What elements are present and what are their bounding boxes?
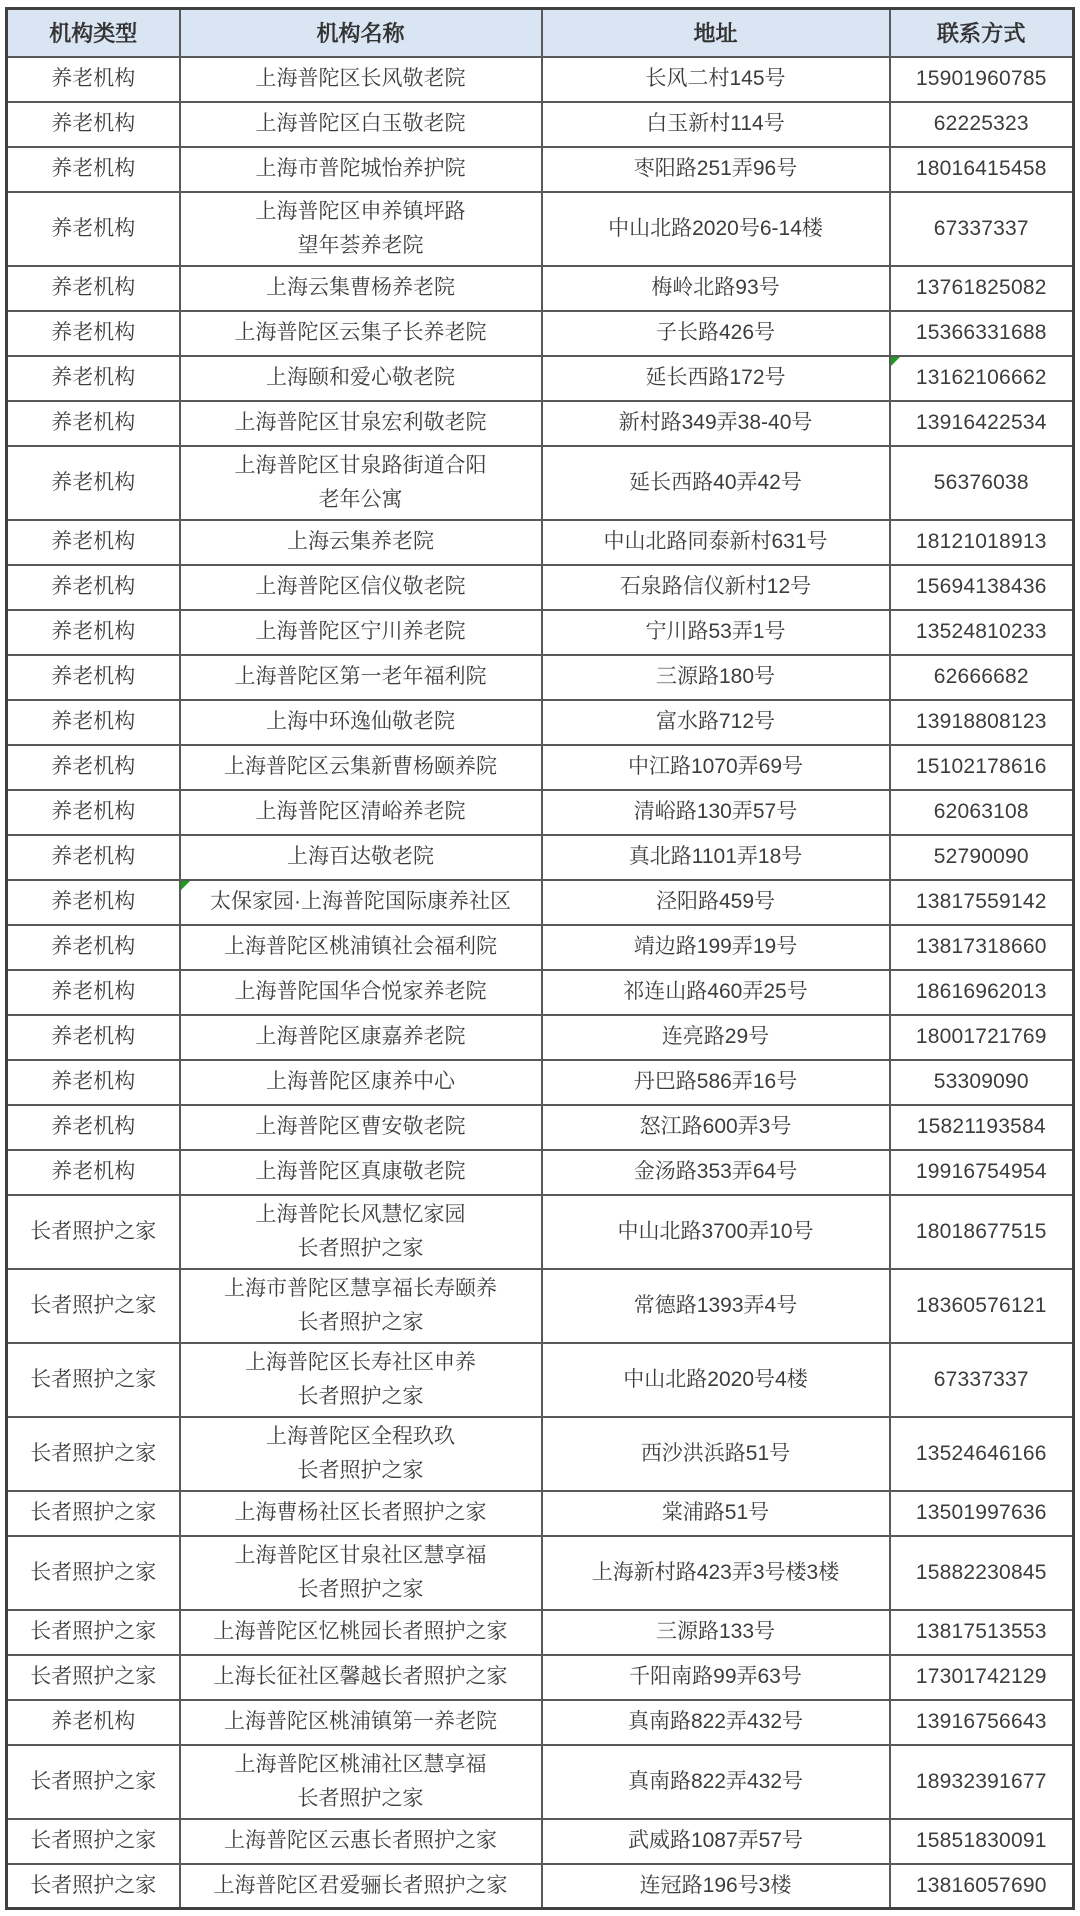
- name-line: 上海普陀区云惠长者照护之家: [224, 1829, 497, 1853]
- cell-name: [180, 835, 542, 880]
- name-line: 长者照护之家: [297, 1786, 424, 1810]
- table-row: [7, 1491, 1074, 1536]
- cell-type: 养老机构: [7, 925, 180, 970]
- cell-address: 三源路133号: [542, 1610, 890, 1655]
- cell-address: 中江路1070弄69号: [542, 745, 890, 790]
- table-row: [7, 565, 1074, 610]
- name-line: 上海普陀区甘泉宏利敬老院: [234, 411, 487, 435]
- name-line: 上海市普陀城怡养护院: [255, 156, 466, 180]
- table-row: [7, 1150, 1074, 1195]
- cell-name: [180, 880, 542, 925]
- name-line: 上海云集养老院: [287, 530, 434, 554]
- name-line: 上海普陀区甘泉路街道合阳: [234, 453, 487, 477]
- name-line: 望年荟养老院: [297, 233, 424, 257]
- cell-type: 长者照护之家: [7, 1610, 180, 1655]
- cell-type: 养老机构: [7, 880, 180, 925]
- cell-name: [180, 565, 542, 610]
- name-line: 上海普陀区桃浦镇第一养老院: [224, 1710, 497, 1734]
- cell-address: 富水路712号: [542, 700, 890, 745]
- cell-contact: 15851830091: [890, 1819, 1074, 1864]
- institutions-table: [5, 7, 1075, 1910]
- name-line: 上海云集曹杨养老院: [266, 276, 455, 300]
- cell-type: 长者照护之家: [7, 1536, 180, 1610]
- cell-name: [180, 745, 542, 790]
- cell-type: 养老机构: [7, 446, 180, 520]
- cell-contact: 62225323: [890, 102, 1074, 147]
- cell-address: 中山北路同泰新村631号: [542, 520, 890, 565]
- cell-name: [180, 1195, 542, 1269]
- cell-contact: 18001721769: [890, 1015, 1074, 1060]
- cell-name: [180, 790, 542, 835]
- cell-type: 养老机构: [7, 745, 180, 790]
- name-line: 上海普陀长风慧忆家园: [255, 1202, 466, 1226]
- table-row: [7, 57, 1074, 102]
- table-row: [7, 102, 1074, 147]
- table-row: [7, 147, 1074, 192]
- cell-name: [180, 311, 542, 356]
- table-row: [7, 1864, 1074, 1909]
- cell-type: 养老机构: [7, 1105, 180, 1150]
- cell-address: 梅岭北路93号: [542, 266, 890, 311]
- cell-type: 长者照护之家: [7, 1195, 180, 1269]
- cell-address: 子长路426号: [542, 311, 890, 356]
- name-line: 上海普陀区清峪养老院: [255, 800, 466, 824]
- cell-contact: 62063108: [890, 790, 1074, 835]
- cell-type: 养老机构: [7, 311, 180, 356]
- cell-type: 长者照护之家: [7, 1864, 180, 1909]
- cell-name: [180, 1864, 542, 1909]
- cell-name: [180, 1700, 542, 1745]
- cell-type: 养老机构: [7, 790, 180, 835]
- cell-type: 长者照护之家: [7, 1269, 180, 1343]
- cell-name: [180, 1819, 542, 1864]
- cell-address: 枣阳路251弄96号: [542, 147, 890, 192]
- cell-contact: 13817318660: [890, 925, 1074, 970]
- cell-type: 养老机构: [7, 1015, 180, 1060]
- table-row: [7, 880, 1074, 925]
- cell-type: 长者照护之家: [7, 1655, 180, 1700]
- table-row: [7, 745, 1074, 790]
- cell-name: [180, 446, 542, 520]
- cell-name: [180, 1105, 542, 1150]
- cell-address: 中山北路2020号6-14楼: [542, 192, 890, 266]
- cell-name: [180, 401, 542, 446]
- table-row: [7, 1417, 1074, 1491]
- cell-contact: 56376038: [890, 446, 1074, 520]
- table-row: [7, 970, 1074, 1015]
- name-line: 老年公寓: [318, 487, 403, 511]
- table-row: [7, 1700, 1074, 1745]
- cell-name: [180, 1269, 542, 1343]
- name-line: 上海曹杨社区长者照护之家: [234, 1501, 487, 1525]
- table-row: [7, 1819, 1074, 1864]
- table-header: [7, 9, 1074, 57]
- cell-address: 棠浦路51号: [542, 1491, 890, 1536]
- cell-type: 养老机构: [7, 835, 180, 880]
- cell-name: [180, 1060, 542, 1105]
- cell-contact: 67337337: [890, 192, 1074, 266]
- cell-name: [180, 57, 542, 102]
- cell-type: 养老机构: [7, 565, 180, 610]
- cell-name: [180, 610, 542, 655]
- cell-address: 怒江路600弄3号: [542, 1105, 890, 1150]
- cell-name: [180, 1610, 542, 1655]
- table-row: [7, 700, 1074, 745]
- cell-address: 祁连山路460弄25号: [542, 970, 890, 1015]
- cell-address: 上海新村路423弄3号楼3楼: [542, 1536, 890, 1610]
- cell-address: 长风二村145号: [542, 57, 890, 102]
- cell-address: 丹巴路586弄16号: [542, 1060, 890, 1105]
- column-header-type: 机构类型: [7, 9, 180, 57]
- cell-contact: 13918808123: [890, 700, 1074, 745]
- table-row: [7, 356, 1074, 401]
- cell-contact: 52790090: [890, 835, 1074, 880]
- cell-address: 延长西路172号: [542, 356, 890, 401]
- name-line: 上海普陀国华合悦家养老院: [234, 980, 487, 1004]
- name-line: 上海普陀区云集新曹杨颐养院: [224, 755, 497, 779]
- cell-name: [180, 356, 542, 401]
- cell-type: 养老机构: [7, 401, 180, 446]
- cell-contact: 18121018913: [890, 520, 1074, 565]
- cell-contact: 53309090: [890, 1060, 1074, 1105]
- cell-address: 靖边路199弄19号: [542, 925, 890, 970]
- table-row: [7, 655, 1074, 700]
- cell-address: 石泉路信仪新村12号: [542, 565, 890, 610]
- cell-type: 养老机构: [7, 356, 180, 401]
- name-line: 上海普陀区申养镇坪路: [255, 199, 466, 223]
- cell-contact: 18018677515: [890, 1195, 1074, 1269]
- cell-name: [180, 1343, 542, 1417]
- cell-name: [180, 102, 542, 147]
- table-row: [7, 1610, 1074, 1655]
- table-row: [7, 1536, 1074, 1610]
- comment-marker-icon: [181, 881, 190, 890]
- column-header-address: 地址: [542, 9, 890, 57]
- cell-type: 养老机构: [7, 102, 180, 147]
- cell-contact: 13916422534: [890, 401, 1074, 446]
- table-row: [7, 925, 1074, 970]
- cell-contact: 19916754954: [890, 1150, 1074, 1195]
- name-line: 上海普陀区宁川养老院: [255, 620, 466, 644]
- cell-contact: 15882230845: [890, 1536, 1074, 1610]
- cell-type: 长者照护之家: [7, 1343, 180, 1417]
- table-row: [7, 401, 1074, 446]
- cell-address: 延长西路40弄42号: [542, 446, 890, 520]
- name-line: 上海普陀区君爱骊长者照护之家: [213, 1873, 508, 1897]
- column-header-name: 机构名称: [180, 9, 542, 57]
- cell-type: 养老机构: [7, 610, 180, 655]
- cell-contact: 13816057690: [890, 1864, 1074, 1909]
- cell-name: [180, 1417, 542, 1491]
- cell-name: [180, 970, 542, 1015]
- cell-contact: 17301742129: [890, 1655, 1074, 1700]
- cell-contact: 13817559142: [890, 880, 1074, 925]
- cell-address: 连冠路196号3楼: [542, 1864, 890, 1909]
- name-line: 上海普陀区长风敬老院: [255, 66, 466, 90]
- cell-type: 养老机构: [7, 147, 180, 192]
- name-line: 上海普陀区甘泉社区慧享福: [234, 1543, 487, 1567]
- table-row: [7, 835, 1074, 880]
- cell-contact: 15102178616: [890, 745, 1074, 790]
- table-row: [7, 1745, 1074, 1819]
- cell-type: 长者照护之家: [7, 1819, 180, 1864]
- cell-address: 泾阳路459号: [542, 880, 890, 925]
- cell-contact: 13162106662: [890, 356, 1074, 401]
- table-row: [7, 1269, 1074, 1343]
- cell-type: 养老机构: [7, 266, 180, 311]
- cell-type: 养老机构: [7, 192, 180, 266]
- cell-address: 真南路822弄432号: [542, 1700, 890, 1745]
- cell-name: [180, 655, 542, 700]
- cell-contact: 13501997636: [890, 1491, 1074, 1536]
- cell-type: 长者照护之家: [7, 1417, 180, 1491]
- name-line: 上海普陀区长寿社区申养: [245, 1350, 476, 1374]
- cell-address: 三源路180号: [542, 655, 890, 700]
- cell-name: [180, 147, 542, 192]
- name-line: 长者照护之家: [297, 1577, 424, 1601]
- cell-name: [180, 1015, 542, 1060]
- cell-address: 新村路349弄38-40号: [542, 401, 890, 446]
- table-row: [7, 1195, 1074, 1269]
- name-line: 太保家园·上海普陀国际康养社区: [210, 890, 511, 914]
- name-line: 长者照护之家: [297, 1384, 424, 1408]
- cell-address: 金汤路353弄64号: [542, 1150, 890, 1195]
- cell-contact: 18932391677: [890, 1745, 1074, 1819]
- name-line: 上海普陀区忆桃园长者照护之家: [213, 1620, 508, 1644]
- comment-marker-icon: [891, 357, 900, 366]
- table-row: [7, 1655, 1074, 1700]
- cell-contact: 18016415458: [890, 147, 1074, 192]
- table-row: [7, 1343, 1074, 1417]
- cell-contact: 13761825082: [890, 266, 1074, 311]
- cell-contact: 13817513553: [890, 1610, 1074, 1655]
- cell-address: 连亮路29号: [542, 1015, 890, 1060]
- name-line: 上海普陀区白玉敬老院: [255, 111, 466, 135]
- table-row: [7, 1105, 1074, 1150]
- table-row: [7, 790, 1074, 835]
- cell-contact: 15821193584: [890, 1105, 1074, 1150]
- cell-name: [180, 1536, 542, 1610]
- cell-contact: 15694138436: [890, 565, 1074, 610]
- cell-contact: 13524646166: [890, 1417, 1074, 1491]
- table-row: [7, 520, 1074, 565]
- name-line: 上海长征社区馨越长者照护之家: [213, 1665, 508, 1689]
- header-row: [7, 9, 1074, 57]
- cell-address: 清峪路130弄57号: [542, 790, 890, 835]
- name-line: 上海普陀区康嘉养老院: [255, 1025, 466, 1049]
- name-line: 上海中环逸仙敬老院: [266, 710, 455, 734]
- cell-name: [180, 1150, 542, 1195]
- cell-name: [180, 520, 542, 565]
- column-header-contact: 联系方式: [890, 9, 1074, 57]
- name-line: 上海普陀区康养中心: [266, 1070, 455, 1094]
- cell-contact: 18360576121: [890, 1269, 1074, 1343]
- cell-type: 养老机构: [7, 970, 180, 1015]
- cell-address: 中山北路2020号4楼: [542, 1343, 890, 1417]
- cell-name: [180, 925, 542, 970]
- cell-name: [180, 700, 542, 745]
- cell-address: 白玉新村114号: [542, 102, 890, 147]
- name-line: 上海普陀区信仪敬老院: [255, 575, 466, 599]
- cell-type: 养老机构: [7, 700, 180, 745]
- cell-address: 常德路1393弄4号: [542, 1269, 890, 1343]
- name-line: 上海颐和爱心敬老院: [266, 366, 455, 390]
- cell-contact: 15366331688: [890, 311, 1074, 356]
- table-row: [7, 266, 1074, 311]
- name-line: 上海普陀区桃浦社区慧享福: [234, 1752, 487, 1776]
- cell-type: 养老机构: [7, 520, 180, 565]
- cell-type: 养老机构: [7, 57, 180, 102]
- table-row: [7, 446, 1074, 520]
- table-row: [7, 1015, 1074, 1060]
- name-line: 上海普陀区全程玖玖: [266, 1424, 455, 1448]
- cell-type: 养老机构: [7, 1060, 180, 1105]
- cell-address: 千阳南路99弄63号: [542, 1655, 890, 1700]
- cell-type: 长者照护之家: [7, 1745, 180, 1819]
- cell-type: 养老机构: [7, 1700, 180, 1745]
- cell-address: 中山北路3700弄10号: [542, 1195, 890, 1269]
- table-body: [7, 57, 1074, 1909]
- cell-contact: 62666682: [890, 655, 1074, 700]
- cell-address: 真北路1101弄18号: [542, 835, 890, 880]
- cell-name: [180, 1655, 542, 1700]
- name-line: 上海普陀区第一老年福利院: [234, 665, 487, 689]
- cell-address: 武威路1087弄57号: [542, 1819, 890, 1864]
- table-row: [7, 1060, 1074, 1105]
- cell-contact: 15901960785: [890, 57, 1074, 102]
- cell-type: 养老机构: [7, 1150, 180, 1195]
- cell-name: [180, 266, 542, 311]
- name-line: 上海普陀区云集子长养老院: [234, 321, 487, 345]
- cell-address: 西沙洪浜路51号: [542, 1417, 890, 1491]
- cell-name: [180, 192, 542, 266]
- cell-name: [180, 1745, 542, 1819]
- cell-name: [180, 1491, 542, 1536]
- table-row: [7, 192, 1074, 266]
- name-line: 上海市普陀区慧享福长寿颐养: [224, 1276, 497, 1300]
- table-row: [7, 610, 1074, 655]
- name-line: 长者照护之家: [297, 1310, 424, 1334]
- name-line: 长者照护之家: [297, 1236, 424, 1260]
- cell-contact: 13524810233: [890, 610, 1074, 655]
- table-row: [7, 311, 1074, 356]
- cell-type: 长者照护之家: [7, 1491, 180, 1536]
- name-line: 上海普陀区桃浦镇社会福利院: [224, 935, 497, 959]
- name-line: 上海百达敬老院: [287, 845, 434, 869]
- cell-contact: 13916756643: [890, 1700, 1074, 1745]
- cell-type: 养老机构: [7, 655, 180, 700]
- cell-address: 宁川路53弄1号: [542, 610, 890, 655]
- cell-address: 真南路822弄432号: [542, 1745, 890, 1819]
- cell-contact: 18616962013: [890, 970, 1074, 1015]
- name-line: 上海普陀区曹安敬老院: [255, 1115, 466, 1139]
- name-line: 长者照护之家: [297, 1458, 424, 1482]
- cell-contact: 67337337: [890, 1343, 1074, 1417]
- name-line: 上海普陀区真康敬老院: [255, 1160, 466, 1184]
